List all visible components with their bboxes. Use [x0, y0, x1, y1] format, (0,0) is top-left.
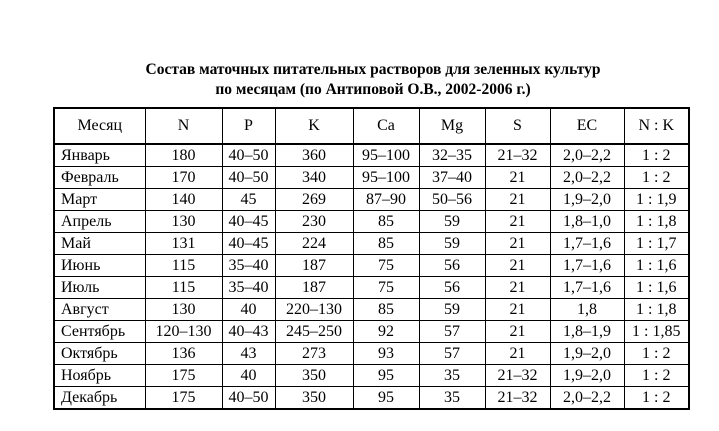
table-row	[54, 277, 689, 299]
nutrient-table	[53, 107, 690, 410]
cell-n-k-ratio: 1 : 2	[624, 365, 689, 387]
cell-p: 45	[222, 189, 275, 211]
cell-n: 130	[145, 299, 222, 321]
cell-s: 21	[485, 233, 550, 255]
cell-month: Июль	[54, 277, 145, 299]
cell-month: Март	[54, 189, 145, 211]
cell-s: 21	[485, 299, 550, 321]
header-ca: Ca	[353, 108, 419, 144]
cell-mg: 37–40	[419, 167, 485, 189]
cell-ca: 95–100	[353, 167, 419, 189]
cell-n-k-ratio: 1 : 1,9	[624, 189, 689, 211]
cell-p: 43	[222, 343, 275, 365]
cell-n-k-ratio: 1 : 1,6	[624, 255, 689, 277]
table-title	[0, 60, 719, 100]
cell-mg: 59	[419, 233, 485, 255]
cell-s: 21–32	[485, 387, 550, 410]
cell-s: 21	[485, 167, 550, 189]
cell-month: Октябрь	[54, 343, 145, 365]
cell-k: 187	[275, 277, 353, 299]
cell-ec: 1,9–2,0	[550, 343, 624, 365]
table-row	[54, 365, 689, 387]
cell-ec: 1,8	[550, 299, 624, 321]
cell-mg: 56	[419, 255, 485, 277]
cell-k: 360	[275, 144, 353, 167]
cell-mg: 59	[419, 211, 485, 233]
cell-k: 269	[275, 189, 353, 211]
cell-month: Сентябрь	[54, 321, 145, 343]
cell-s: 21–32	[485, 144, 550, 167]
cell-n-k-ratio: 1 : 2	[624, 167, 689, 189]
cell-n: 131	[145, 233, 222, 255]
cell-month: Август	[54, 299, 145, 321]
cell-n: 115	[145, 255, 222, 277]
table-body	[54, 144, 689, 409]
cell-ca: 95–100	[353, 144, 419, 167]
header-k: K	[275, 108, 353, 144]
cell-ca: 95	[353, 365, 419, 387]
cell-month: Апрель	[54, 211, 145, 233]
cell-ec: 2,0–2,2	[550, 387, 624, 410]
title-line-2: по месяцам (по Антиповой О.В., 2002-2006 г.)	[215, 81, 531, 98]
cell-n: 170	[145, 167, 222, 189]
cell-p: 40–50	[222, 167, 275, 189]
cell-mg: 57	[419, 321, 485, 343]
cell-month: Май	[54, 233, 145, 255]
header-p: P	[222, 108, 275, 144]
cell-mg: 56	[419, 277, 485, 299]
cell-n: 136	[145, 343, 222, 365]
cell-s: 21	[485, 211, 550, 233]
cell-ca: 85	[353, 299, 419, 321]
header-s: S	[485, 108, 550, 144]
cell-n: 175	[145, 387, 222, 410]
cell-ec: 1,9–2,0	[550, 189, 624, 211]
cell-ec: 1,9–2,0	[550, 365, 624, 387]
cell-k: 340	[275, 167, 353, 189]
table-row	[54, 233, 689, 255]
cell-n-k-ratio: 1 : 1,7	[624, 233, 689, 255]
cell-ca: 87–90	[353, 189, 419, 211]
cell-n-k-ratio: 1 : 2	[624, 387, 689, 410]
cell-month: Февраль	[54, 167, 145, 189]
cell-n-k-ratio: 1 : 2	[624, 144, 689, 167]
cell-n: 130	[145, 211, 222, 233]
cell-month: Январь	[54, 144, 145, 167]
cell-n: 140	[145, 189, 222, 211]
header-n-k-ratio: N : K	[624, 108, 689, 144]
cell-mg: 35	[419, 365, 485, 387]
cell-ca: 93	[353, 343, 419, 365]
cell-p: 35–40	[222, 277, 275, 299]
table-row	[54, 211, 689, 233]
title-line-1: Состав маточных питательных растворов для зеленных культур	[145, 61, 601, 78]
cell-k: 187	[275, 255, 353, 277]
cell-p: 35–40	[222, 255, 275, 277]
cell-ca: 95	[353, 387, 419, 410]
cell-month: Декабрь	[54, 387, 145, 410]
cell-k: 350	[275, 387, 353, 410]
cell-p: 40	[222, 365, 275, 387]
cell-n: 175	[145, 365, 222, 387]
cell-ca: 75	[353, 255, 419, 277]
cell-s: 21	[485, 255, 550, 277]
cell-ec: 1,7–1,6	[550, 233, 624, 255]
table-row	[54, 144, 689, 167]
cell-ec: 1,7–1,6	[550, 255, 624, 277]
cell-k: 230	[275, 211, 353, 233]
header-ec: EC	[550, 108, 624, 144]
cell-n: 120–130	[145, 321, 222, 343]
header-mg: Mg	[419, 108, 485, 144]
cell-k: 245–250	[275, 321, 353, 343]
cell-mg: 32–35	[419, 144, 485, 167]
table-row	[54, 189, 689, 211]
cell-n: 180	[145, 144, 222, 167]
cell-ec: 1,7–1,6	[550, 277, 624, 299]
cell-ec: 1,8–1,9	[550, 321, 624, 343]
cell-ca: 85	[353, 211, 419, 233]
header-n: N	[145, 108, 222, 144]
table-row	[54, 255, 689, 277]
cell-ca: 75	[353, 277, 419, 299]
cell-mg: 57	[419, 343, 485, 365]
table-row	[54, 321, 689, 343]
table-row	[54, 299, 689, 321]
cell-ca: 85	[353, 233, 419, 255]
cell-s: 21	[485, 321, 550, 343]
table-row	[54, 387, 689, 410]
cell-s: 21	[485, 277, 550, 299]
cell-n-k-ratio: 1 : 1,85	[624, 321, 689, 343]
cell-ec: 2,0–2,2	[550, 144, 624, 167]
cell-s: 21–32	[485, 365, 550, 387]
cell-n-k-ratio: 1 : 1,8	[624, 211, 689, 233]
cell-p: 40–45	[222, 211, 275, 233]
header-row	[54, 108, 689, 144]
header-month: Месяц	[54, 108, 145, 144]
cell-s: 21	[485, 343, 550, 365]
cell-month: Ноябрь	[54, 365, 145, 387]
cell-mg: 59	[419, 299, 485, 321]
table-row	[54, 343, 689, 365]
cell-mg: 35	[419, 387, 485, 410]
cell-n-k-ratio: 1 : 2	[624, 343, 689, 365]
cell-k: 273	[275, 343, 353, 365]
table-row	[54, 167, 689, 189]
cell-k: 350	[275, 365, 353, 387]
cell-ec: 2,0–2,2	[550, 167, 624, 189]
cell-p: 40–50	[222, 387, 275, 410]
cell-ec: 1,8–1,0	[550, 211, 624, 233]
cell-p: 40	[222, 299, 275, 321]
cell-s: 21	[485, 189, 550, 211]
cell-month: Июнь	[54, 255, 145, 277]
cell-n: 115	[145, 277, 222, 299]
cell-p: 40–45	[222, 233, 275, 255]
cell-n-k-ratio: 1 : 1,6	[624, 277, 689, 299]
cell-k: 224	[275, 233, 353, 255]
cell-n-k-ratio: 1 : 1,8	[624, 299, 689, 321]
cell-p: 40–50	[222, 144, 275, 167]
cell-ca: 92	[353, 321, 419, 343]
cell-p: 40–43	[222, 321, 275, 343]
cell-k: 220–130	[275, 299, 353, 321]
cell-mg: 50–56	[419, 189, 485, 211]
